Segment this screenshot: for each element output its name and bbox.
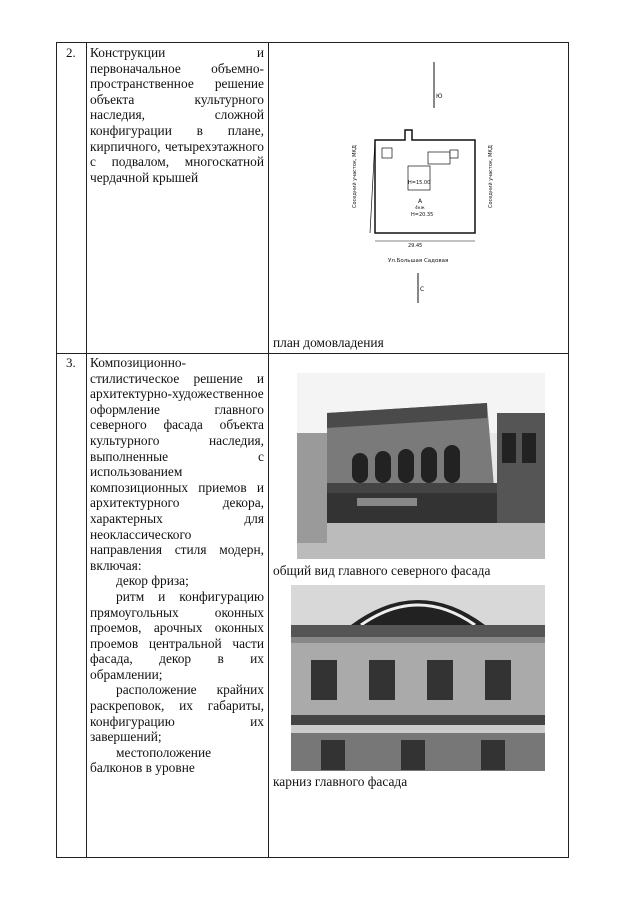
row-description xyxy=(90,355,264,776)
description-paragraph: местоположение балконов в уровне xyxy=(90,744,212,776)
description-paragraph: декор фриза; xyxy=(116,573,189,589)
table-top-border xyxy=(56,42,569,43)
table-bottom-border xyxy=(56,857,569,858)
north-label: Ю xyxy=(436,93,443,100)
description-paragraph: Конструкции и первоначальное объемно-пространственное решение объекта культурного наследия, сложной конфигурации в плане, кирпичного, четырехэтажного с подвалом, многоскатной чердачной крышей xyxy=(90,45,264,185)
row-number: 3. xyxy=(66,355,76,370)
row-divider xyxy=(56,353,569,354)
table-right-border xyxy=(568,42,569,858)
column-divider-2 xyxy=(268,42,269,858)
label-h1: H=15.00 xyxy=(408,180,431,186)
site-plan-figure xyxy=(330,58,494,308)
row-description xyxy=(90,45,264,185)
figure-caption: план домовладения xyxy=(273,335,384,350)
row-number: 2. xyxy=(66,45,76,60)
facade-photo xyxy=(297,373,545,559)
description-paragraph: Композиционно-стилистическое решение и архитектурно-художественное оформление главного северного фасада объекта культурного наследия, выполненные с использованием композиционных приемов и архитектурного декора, характерных для неоклассического направления стиля модерн, включая: xyxy=(90,355,264,573)
label-floors: 4кж xyxy=(415,206,425,211)
street-label: Ул.Большая Садовая xyxy=(388,258,449,264)
description-paragraph: ритм и конфигурацию прямоугольных оконных проемов, арочных оконных проемов центральной части фасада, декор в их обрамлении; xyxy=(90,588,264,682)
table-left-border xyxy=(56,42,57,858)
cornice-photo xyxy=(291,585,545,771)
south-label: С xyxy=(420,286,425,293)
label-a: А xyxy=(418,198,423,205)
column-divider-1 xyxy=(86,42,87,858)
left-neighbor-label: Соседний участок, МКД xyxy=(352,145,358,208)
figure-caption: общий вид главного северного фасада xyxy=(273,563,491,578)
right-neighbor-label: Соседний участок, МКД xyxy=(488,145,494,208)
dimension-label: 29.45 xyxy=(408,243,423,249)
figure-caption: карниз главного фасада xyxy=(273,774,408,789)
label-h2: H=20.35 xyxy=(411,212,434,218)
description-paragraph: расположение крайних раскреповок, их габариты, конфигурацию их завершений; xyxy=(90,682,264,745)
